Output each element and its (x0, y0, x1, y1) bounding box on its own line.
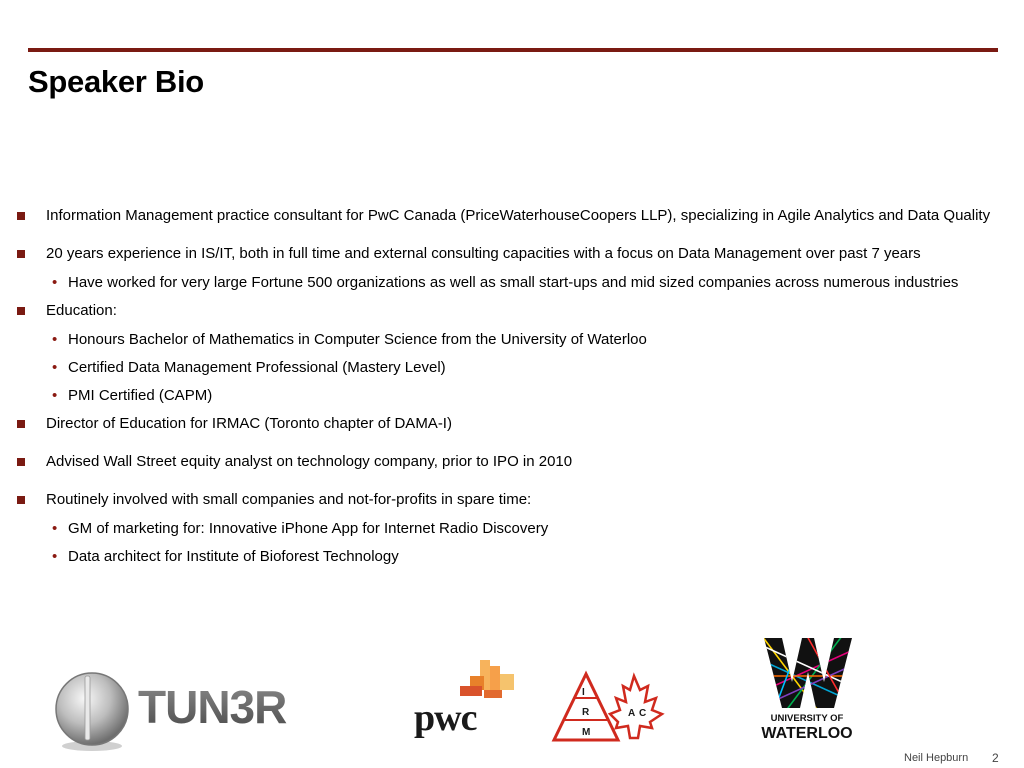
sub-bullet-text: Have worked for very large Fortune 500 organizations as well as small start-ups and mid sized companies across numerous industries (68, 274, 959, 291)
bullet-item (16, 301, 996, 405)
pwc-wordmark: pwc (414, 697, 477, 739)
sub-bullet-item (46, 358, 996, 377)
bullet-text: Director of Education for IRMAC (Toronto chapter of DAMA-I) (46, 415, 452, 432)
dot-bullet-icon: • (52, 520, 58, 537)
dot-bullet-icon: • (52, 274, 58, 291)
dot-bullet-icon: • (52, 331, 58, 348)
slide-title: Speaker Bio (28, 64, 204, 99)
bullet-item (16, 490, 996, 566)
dot-bullet-icon: • (52, 387, 58, 404)
sub-bullet-text: Honours Bachelor of Mathematics in Computer Science from the University of Waterloo (68, 331, 647, 348)
irmac-letter: A (628, 708, 636, 719)
page-number: 2 (992, 751, 999, 765)
sub-bullet-item (46, 330, 996, 349)
footer-author: Neil Hepburn (904, 752, 969, 764)
pwc-logo (412, 656, 522, 740)
irmac-letter: M (582, 727, 591, 738)
irmac-logo (550, 668, 665, 744)
square-bullet-icon (17, 307, 25, 315)
irmac-letter: R (582, 707, 590, 718)
sub-bullet-text: Data architect for Institute of Bioforest Technology (68, 548, 399, 565)
waterloo-line2: WATERLOO (761, 725, 853, 742)
pwc-block (484, 690, 502, 698)
sub-bullet-list (46, 273, 996, 292)
pwc-block (500, 674, 514, 690)
square-bullet-icon (17, 458, 25, 466)
pwc-block (490, 666, 500, 690)
square-bullet-icon (17, 212, 25, 220)
sub-bullet-text: PMI Certified (CAPM) (68, 387, 213, 404)
bullet-item (16, 452, 996, 471)
bullet-text: Advised Wall Street equity analyst on technology company, prior to IPO in 2010 (46, 453, 573, 470)
waterloo-line1: UNIVERSITY OF (770, 713, 844, 724)
sub-bullet-item (46, 386, 996, 405)
pwc-block (460, 686, 482, 696)
square-bullet-icon (17, 250, 25, 258)
knob-icon (56, 673, 128, 745)
bullet-text: Routinely involved with small companies and not-for-profits in spare time: (46, 491, 532, 508)
sub-bullet-list (46, 519, 996, 566)
sub-bullet-item (46, 547, 996, 566)
irmac-letter: C (639, 708, 647, 719)
bullet-text: 20 years experience in IS/IT, both in full time and external consulting capacities with a focus on Data Management over past 7 years (46, 245, 921, 262)
waterloo-logo (752, 636, 862, 744)
tuner-wordmark: TUN3R (138, 681, 287, 733)
bullet-text: Information Management practice consultant for PwC Canada (PriceWaterhouseCoopers LLP), specializing in Agile Analytics and Data Quality (46, 207, 991, 224)
sub-bullet-text: GM of marketing for: Innovative iPhone App for Internet Radio Discovery (68, 520, 549, 537)
bullet-item (16, 244, 996, 292)
sub-bullet-item (46, 519, 996, 538)
irmac-letter: I (582, 687, 585, 698)
square-bullet-icon (17, 496, 25, 504)
tuner-logo (50, 668, 340, 754)
maple-leaf-icon (610, 676, 662, 738)
title-rule (28, 48, 998, 52)
square-bullet-icon (17, 420, 25, 428)
waterloo-w-icon (764, 638, 852, 708)
dot-bullet-icon: • (52, 548, 58, 565)
knob-groove (85, 676, 90, 740)
bullet-item (16, 414, 996, 433)
sub-bullet-text: Certified Data Management Professional (Mastery Level) (68, 359, 446, 376)
dot-bullet-icon: • (52, 359, 58, 376)
bullet-text: Education: (46, 302, 117, 319)
bullet-item (16, 206, 996, 225)
sub-bullet-list (46, 330, 996, 405)
sub-bullet-item (46, 273, 996, 292)
bullet-list (16, 206, 996, 575)
